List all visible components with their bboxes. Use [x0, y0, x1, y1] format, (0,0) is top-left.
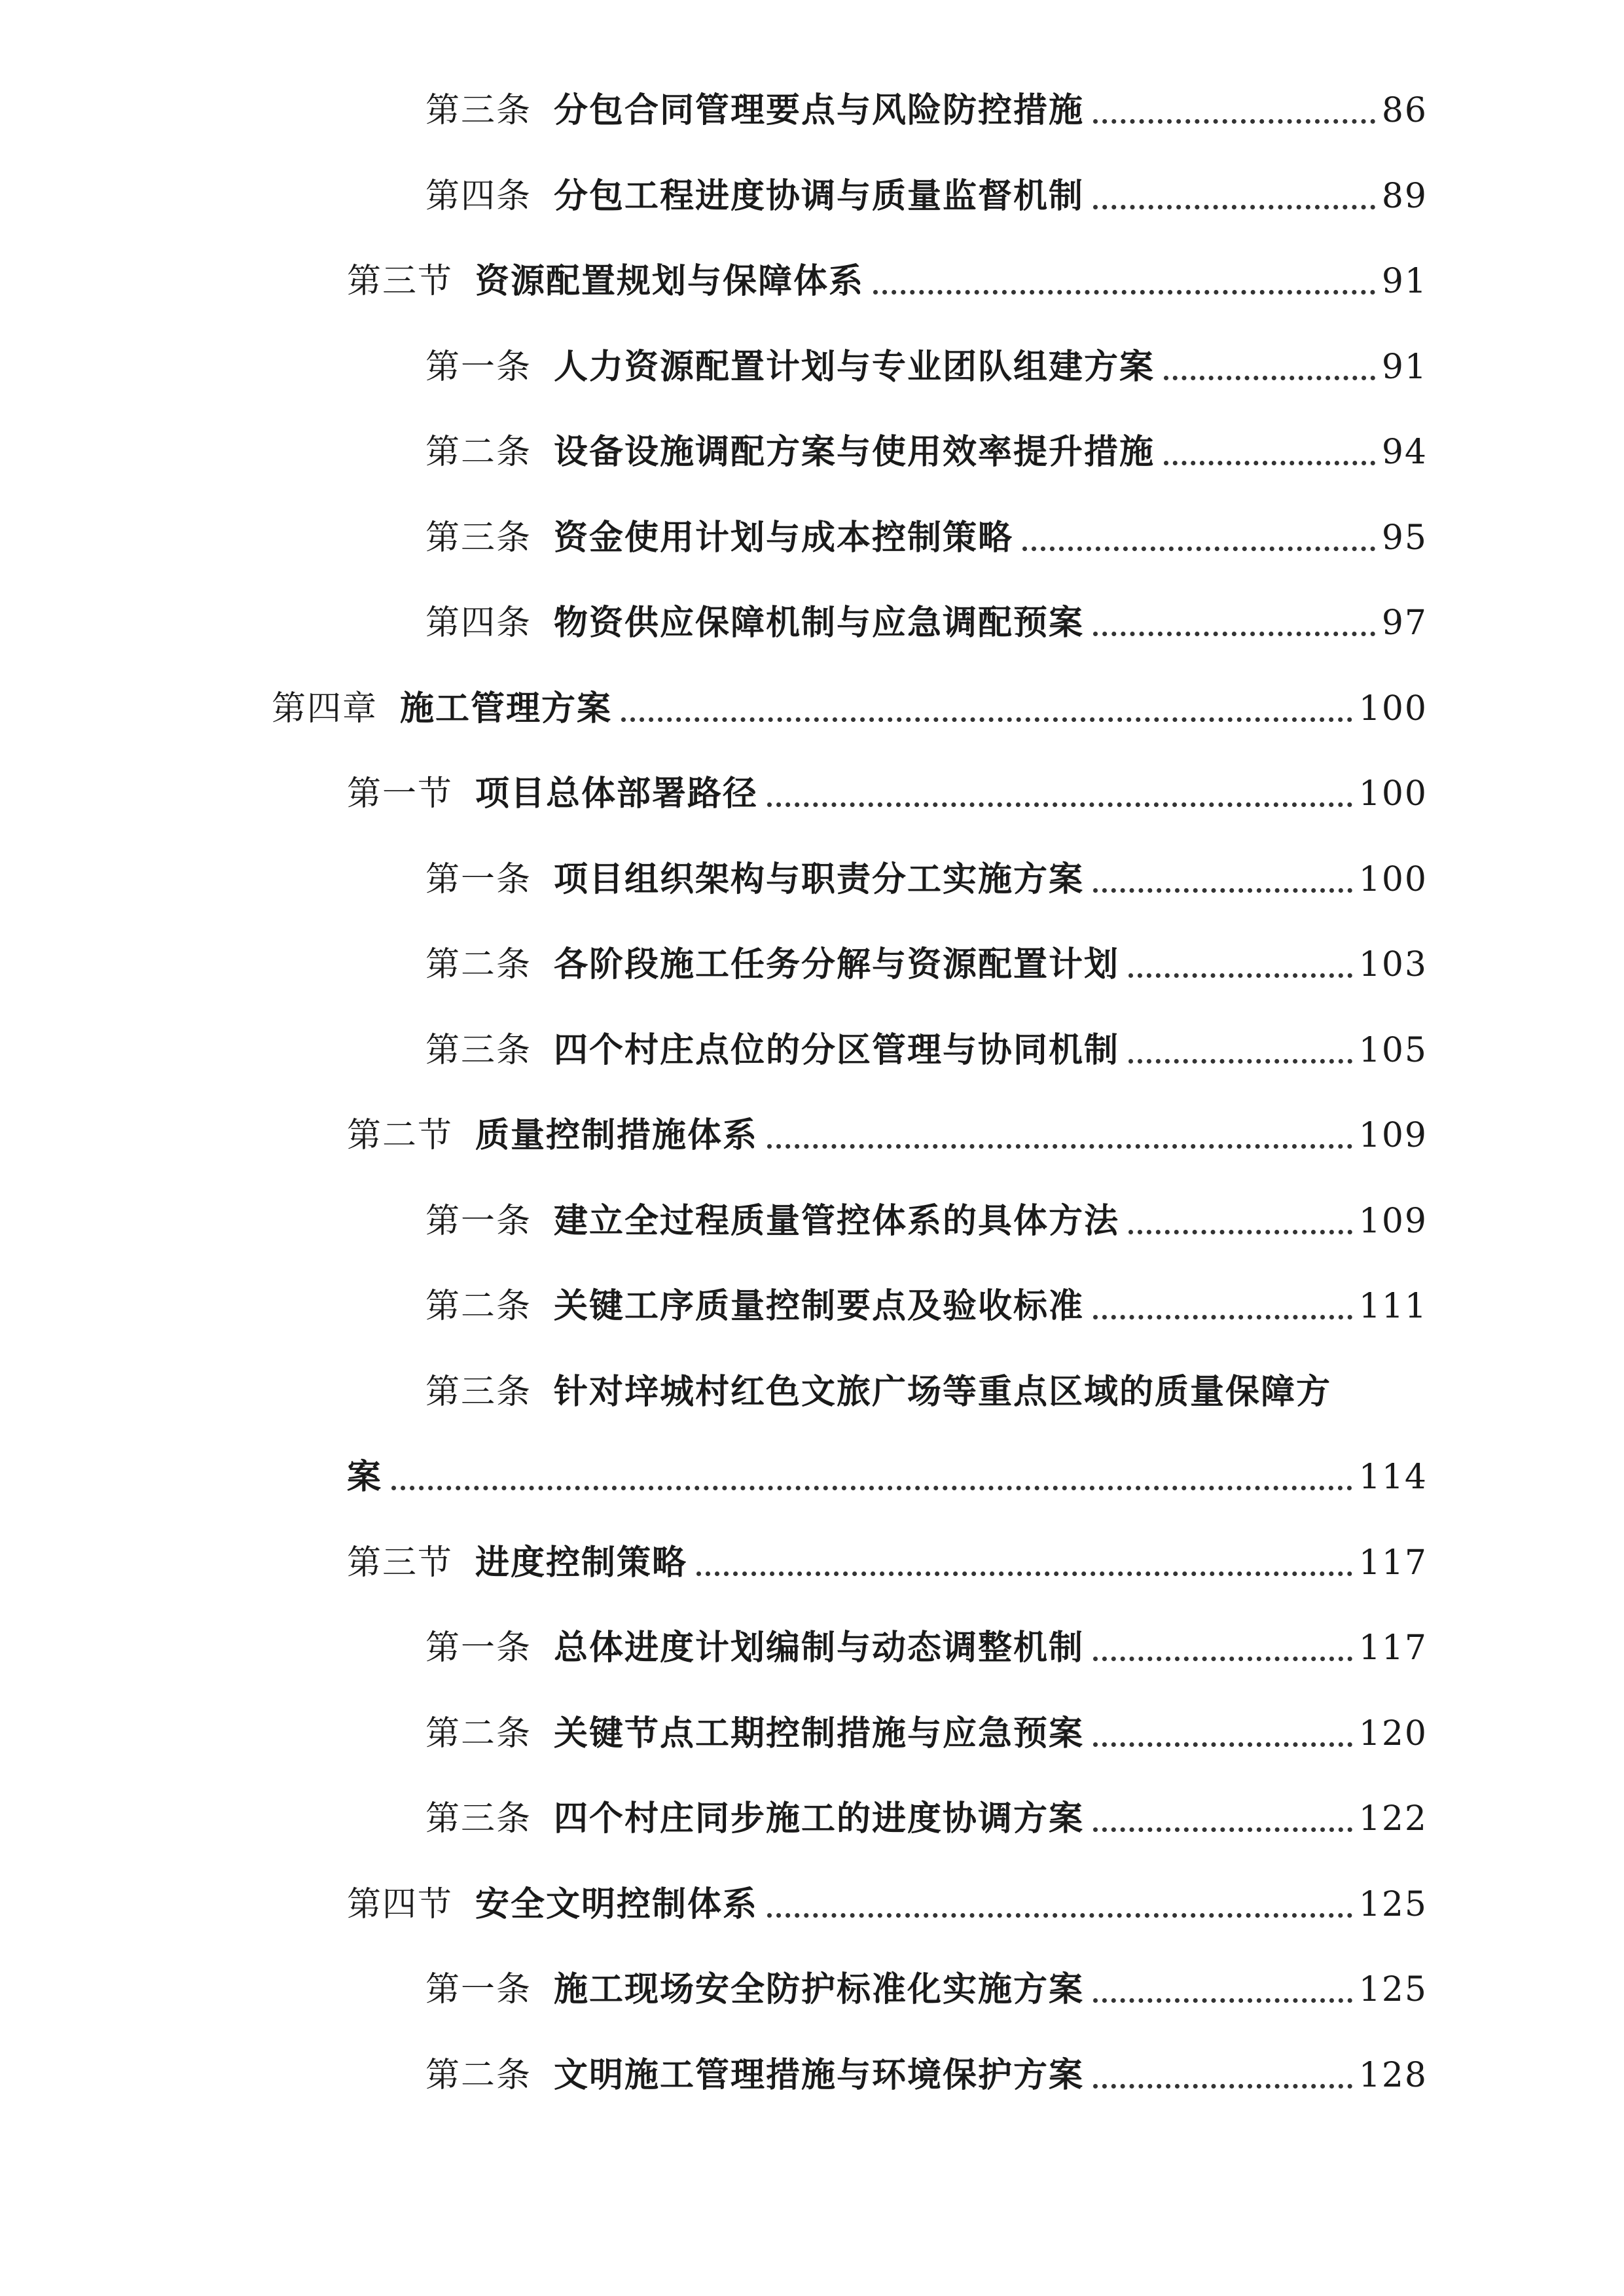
- toc-entry-page-number: 122: [1358, 1799, 1428, 1839]
- dot-leader: [1128, 973, 1352, 978]
- toc-entry-page-number: 89: [1381, 176, 1428, 216]
- toc-entry-number: 第二节: [347, 1116, 454, 1155]
- toc-entry-page-number: 109: [1358, 1116, 1428, 1155]
- toc-entry-title: 针对垶城村红色文旅广场等重点区域的质量保障方: [554, 1371, 1332, 1412]
- dot-leader: [873, 290, 1375, 295]
- toc-entry-title: 物资供应保障机制与应急调配预案: [554, 603, 1085, 643]
- toc-entry-section[interactable]: [347, 1521, 1428, 1583]
- toc-entry-article[interactable]: [425, 154, 1428, 216]
- toc-entry-article[interactable]: [425, 1009, 1428, 1070]
- toc-entry-page-number: 97: [1381, 603, 1428, 643]
- toc-entry-page-number: 100: [1358, 859, 1428, 899]
- toc-entry-title: 进度控制策略: [475, 1542, 688, 1583]
- toc-entry-section[interactable]: [347, 1863, 1428, 1922]
- toc-entry-number: 第二条: [425, 2055, 532, 2095]
- dot-leader: [767, 802, 1352, 807]
- toc-entry-title: 关键节点工期控制措施与应急预案: [554, 1713, 1085, 1753]
- toc-entry-number: 第二条: [425, 1713, 532, 1753]
- toc-entry-number: 第三条: [425, 518, 532, 558]
- toc-entry-title: 分包工程进度协调与质量监督机制: [554, 175, 1085, 216]
- dot-leader: [1164, 461, 1375, 465]
- toc-entry-article[interactable]: [425, 69, 1428, 128]
- toc-entry-number: 第一条: [425, 1628, 532, 1668]
- toc-entry-article[interactable]: [425, 1606, 1428, 1668]
- toc-entry-article[interactable]: [425, 923, 1428, 982]
- toc-entry-article[interactable]: [425, 1265, 1428, 1326]
- toc-entry-title: 资源配置规划与保障体系: [475, 261, 865, 301]
- dot-leader: [1093, 888, 1352, 893]
- toc-entry-title: 质量控制措施体系: [475, 1115, 759, 1155]
- toc-entry-number: 第三条: [425, 1799, 532, 1839]
- toc-entry-article[interactable]: [425, 1179, 1428, 1241]
- toc-entry-title: 资金使用计划与成本控制策略: [554, 517, 1014, 558]
- toc-entry-title: 设备设施调配方案与使用效率提升措施: [554, 432, 1155, 472]
- toc-entry-page-number: 117: [1358, 1543, 1428, 1583]
- dot-leader: [1128, 1059, 1352, 1064]
- toc-entry-number: 第一节: [347, 774, 454, 814]
- toc-entry-page-number: 111: [1358, 1287, 1428, 1326]
- toc-entry-number: 第二条: [425, 1287, 532, 1326]
- toc-entry-title: 关键工序质量控制要点及验收标准: [554, 1286, 1085, 1326]
- toc-entry-page-number: 105: [1358, 1030, 1428, 1070]
- toc-entry-title: 安全文明控制体系: [475, 1884, 759, 1924]
- dot-leader: [391, 1486, 1352, 1490]
- dot-leader: [1093, 119, 1375, 124]
- toc-entry-article[interactable]: [425, 1948, 1428, 2007]
- toc-entry-page-number: 94: [1381, 433, 1428, 472]
- toc-entry-number: 第三节: [347, 1543, 454, 1583]
- dot-leader: [1093, 1998, 1352, 2003]
- toc-entry-title: 四个村庄点位的分区管理与协同机制: [554, 1030, 1120, 1070]
- dot-leader: [621, 717, 1352, 722]
- toc-entry-page-number: 91: [1381, 347, 1428, 387]
- toc-entry-article[interactable]: [425, 496, 1428, 558]
- toc-entry-article[interactable]: [425, 1692, 1428, 1751]
- toc-entry-article[interactable]: [425, 1777, 1428, 1839]
- toc-entry-number: 第四章: [272, 689, 378, 728]
- dot-leader: [1093, 1315, 1352, 1319]
- toc-entry-title: 项目总体部署路径: [475, 774, 759, 814]
- dot-leader: [767, 1913, 1352, 1918]
- toc-entry-article[interactable]: [425, 1350, 1428, 1412]
- toc-entry-page-number: 128: [1358, 2055, 1428, 2095]
- dot-leader: [696, 1571, 1352, 1576]
- toc-entry-title: 分包合同管理要点与风险防控措施: [554, 90, 1085, 130]
- toc-entry-title: 各阶段施工任务分解与资源配置计划: [554, 944, 1120, 984]
- toc-entry-title: 文明施工管理措施与环境保护方案: [554, 2054, 1085, 2095]
- toc-entry-article[interactable]: [425, 2034, 1428, 2095]
- dot-leader: [1022, 547, 1375, 551]
- toc-entry-number: 第三条: [425, 91, 532, 130]
- toc-entry-title: 项目组织架构与职责分工实施方案: [554, 859, 1085, 899]
- toc-entry-article[interactable]: [425, 838, 1428, 897]
- toc-entry-title: 总体进度计划编制与动态调整机制: [554, 1628, 1085, 1668]
- toc-entry-cont[interactable]: [347, 1435, 1428, 1497]
- toc-entry-title: 案: [347, 1457, 383, 1497]
- toc-entry-section[interactable]: [347, 752, 1428, 814]
- toc-entry-section[interactable]: [347, 240, 1428, 301]
- dot-leader: [1093, 1742, 1352, 1747]
- toc-entry-section[interactable]: [347, 1094, 1428, 1153]
- toc-entry-title: 四个村庄同步施工的进度协调方案: [554, 1799, 1085, 1839]
- toc-entry-number: 第四节: [347, 1884, 454, 1924]
- toc-entry-page-number: 109: [1358, 1201, 1428, 1241]
- toc-entry-title: 施工管理方案: [400, 688, 613, 728]
- toc-entry-number: 第四条: [425, 603, 532, 643]
- dot-leader: [1164, 376, 1375, 380]
- toc-entry-number: 第二条: [425, 945, 532, 984]
- dot-leader: [1128, 1230, 1352, 1234]
- toc-entry-number: 第四条: [425, 176, 532, 216]
- dot-leader: [1093, 1827, 1352, 1832]
- toc-entry-chapter[interactable]: [272, 667, 1428, 726]
- toc-entry-page-number: 100: [1358, 689, 1428, 728]
- toc-entry-article[interactable]: [425, 410, 1428, 472]
- toc-entry-page-number: 125: [1358, 1884, 1428, 1924]
- toc-entry-number: 第二条: [425, 433, 532, 472]
- toc-entry-page-number: 117: [1358, 1628, 1428, 1668]
- toc-entry-number: 第一条: [425, 347, 532, 387]
- toc-entry-page-number: 103: [1358, 945, 1428, 984]
- toc-entry-article[interactable]: [425, 581, 1428, 643]
- toc-entry-title: 建立全过程质量管控体系的具体方法: [554, 1200, 1120, 1241]
- toc-entry-page-number: 91: [1381, 262, 1428, 301]
- toc-entry-number: 第三条: [425, 1372, 532, 1412]
- toc-entry-page-number: 125: [1358, 1970, 1428, 2009]
- toc-entry-page-number: 86: [1381, 91, 1428, 130]
- dot-leader: [1093, 632, 1375, 636]
- dot-leader: [1093, 1657, 1352, 1661]
- toc-entry-article[interactable]: [425, 325, 1428, 387]
- toc-entry-number: 第一条: [425, 859, 532, 899]
- toc-entry-page-number: 95: [1381, 518, 1428, 558]
- toc-entry-number: 第三条: [425, 1030, 532, 1070]
- toc-entry-page-number: 114: [1358, 1458, 1428, 1497]
- toc-entry-page-number: 120: [1358, 1713, 1428, 1753]
- toc-entry-page-number: 100: [1358, 774, 1428, 814]
- toc-entry-title: 人力资源配置计划与专业团队组建方案: [554, 346, 1155, 387]
- toc-entry-number: 第一条: [425, 1970, 532, 2009]
- toc-entry-number: 第三节: [347, 262, 454, 301]
- toc-entry-number: 第一条: [425, 1201, 532, 1241]
- dot-leader: [1093, 2084, 1352, 2089]
- dot-leader: [1093, 205, 1375, 209]
- toc-entry-title: 施工现场安全防护标准化实施方案: [554, 1969, 1085, 2009]
- dot-leader: [767, 1144, 1352, 1149]
